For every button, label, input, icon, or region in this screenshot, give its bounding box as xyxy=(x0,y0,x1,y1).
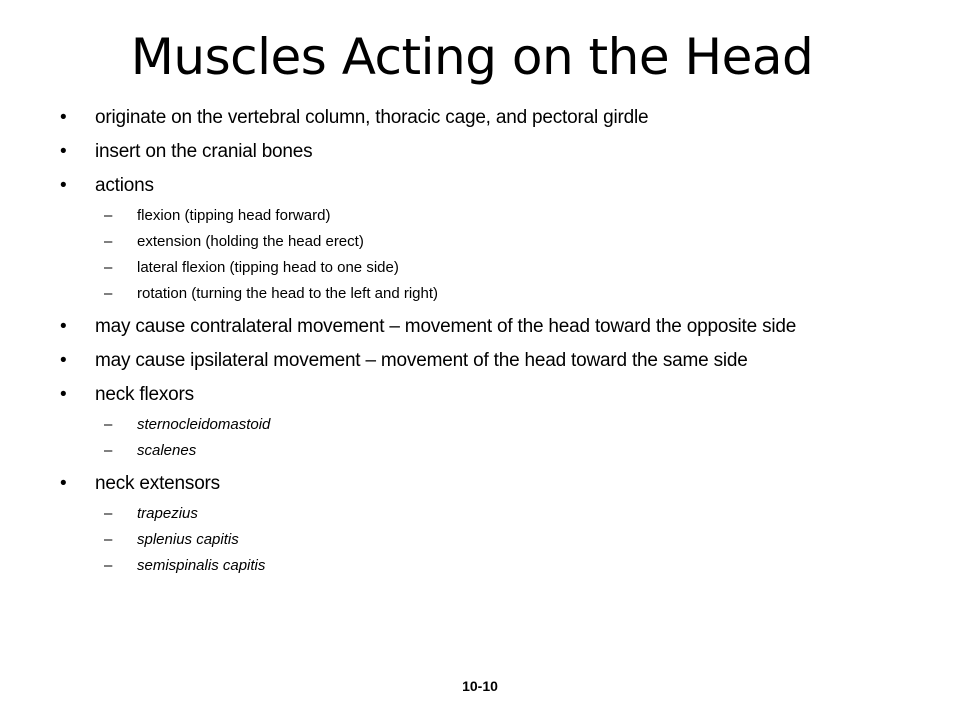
sub-bullet-text: semispinalis capitis xyxy=(137,557,266,574)
bullet-text: originate on the vertebral column, thoracic cage, and pectoral girdle xyxy=(95,107,649,128)
dash-marker: – xyxy=(104,442,113,459)
page-number: 10-10 xyxy=(462,678,498,694)
bullet-text: insert on the cranial bones xyxy=(95,141,313,162)
dash-marker: – xyxy=(104,531,113,548)
bullet-insertion xyxy=(60,140,880,164)
sub-bullet xyxy=(60,441,880,461)
bullet-text: may cause ipsilateral movement – movement of the head toward the same side xyxy=(95,350,748,371)
sub-bullet-text: scalenes xyxy=(137,442,197,459)
extensors-sublist xyxy=(60,504,880,576)
dash-marker: – xyxy=(104,259,113,276)
bullet-contralateral xyxy=(60,315,880,339)
sub-bullet xyxy=(60,206,880,226)
sub-bullet xyxy=(60,284,880,304)
bullet-neck-extensors xyxy=(60,472,880,496)
bullet-neck-flexors xyxy=(60,383,880,407)
bullet-list xyxy=(60,96,880,580)
actions-sublist xyxy=(60,206,880,304)
bullet-dot: • xyxy=(60,141,67,162)
bullet-text: may cause contralateral movement – movement of the head toward the opposite side xyxy=(95,316,797,337)
dash-marker: – xyxy=(104,233,113,250)
bullet-dot: • xyxy=(60,107,67,128)
sub-bullet xyxy=(60,556,880,576)
sub-bullet xyxy=(60,504,880,524)
bullet-actions xyxy=(60,174,880,198)
sub-bullet-text: rotation (turning the head to the left and right) xyxy=(137,285,439,302)
sub-bullet xyxy=(60,530,880,550)
sub-bullet xyxy=(60,232,880,252)
sub-bullet-text: splenius capitis xyxy=(137,531,239,548)
dash-marker: – xyxy=(104,285,113,302)
sub-bullet-text: lateral flexion (tipping head to one side) xyxy=(137,259,399,276)
bullet-dot: • xyxy=(60,316,67,337)
sub-bullet xyxy=(60,258,880,278)
bullet-text: neck flexors xyxy=(95,384,194,405)
sub-bullet-text: extension (holding the head erect) xyxy=(137,233,364,250)
bullet-text: neck extensors xyxy=(95,473,220,494)
dash-marker: – xyxy=(104,416,113,433)
sub-bullet-text: flexion (tipping head forward) xyxy=(137,207,331,224)
dash-marker: – xyxy=(104,207,113,224)
bullet-origin xyxy=(60,106,880,130)
flexors-sublist xyxy=(60,415,880,461)
sub-bullet xyxy=(60,415,880,435)
sub-bullet-text: trapezius xyxy=(137,505,198,522)
dash-marker: – xyxy=(104,557,113,574)
bullet-dot: • xyxy=(60,350,67,371)
bullet-dot: • xyxy=(60,384,67,405)
bullet-text: actions xyxy=(95,175,154,196)
bullet-dot: • xyxy=(60,175,67,196)
bullet-dot: • xyxy=(60,473,67,494)
sub-bullet-text: sternocleidomastoid xyxy=(137,416,271,433)
dash-marker: – xyxy=(104,505,113,522)
bullet-ipsilateral xyxy=(60,349,880,373)
slide-title: Muscles Acting on the Head xyxy=(130,28,814,86)
